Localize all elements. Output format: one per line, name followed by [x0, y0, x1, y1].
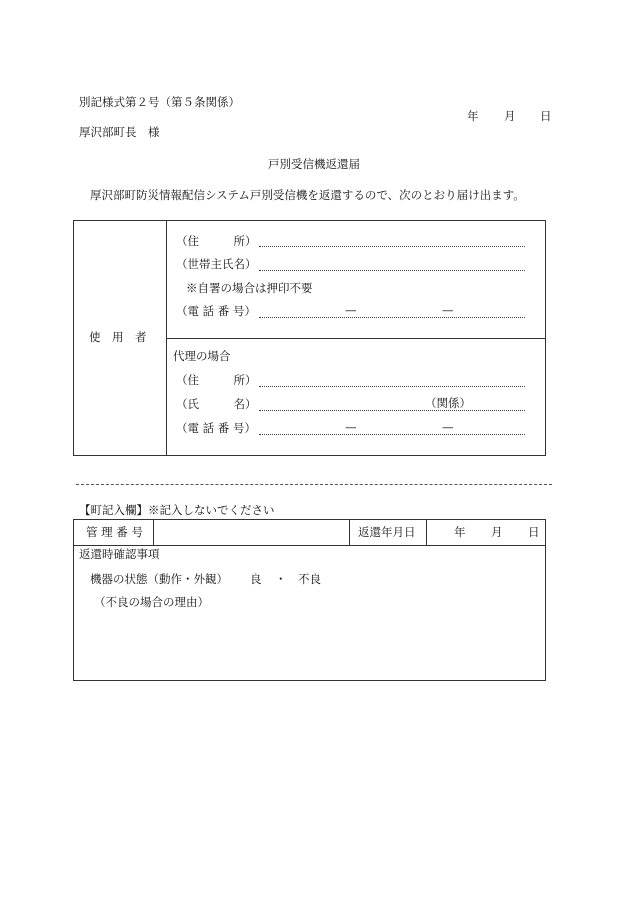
address-line[interactable] — [259, 246, 525, 247]
return-date-month: 月 — [491, 525, 503, 539]
user-label: 使 用 者 — [89, 330, 147, 344]
relation-label: （関係） — [425, 396, 471, 410]
header-date-day: 日 — [540, 109, 552, 123]
bad-reason-label: （不良の場合の理由） — [94, 595, 209, 609]
proxy-phone-sep-2: — — [442, 420, 454, 434]
addressee: 厚沢部町長 様 — [79, 125, 160, 139]
town-col-3 — [426, 519, 427, 545]
return-date-day: 日 — [528, 525, 540, 539]
proxy-phone-line[interactable] — [259, 434, 525, 435]
seal-note: ※自署の場合は押印不要 — [186, 281, 313, 295]
proxy-name-label: （氏 名） — [176, 397, 257, 411]
household-label: （世帯主氏名） — [176, 257, 257, 271]
address-label: （住 所） — [176, 234, 257, 248]
mgmt-no-label: 管 理 番 号 — [86, 525, 143, 539]
proxy-phone-label: （電 話 番 号） — [176, 421, 256, 435]
proxy-address-line[interactable] — [259, 386, 525, 387]
phone-line[interactable] — [259, 317, 525, 318]
proxy-heading: 代理の場合 — [173, 349, 231, 363]
condition-label: 機器の状態（動作・外観） — [90, 572, 228, 586]
form-number: 別記様式第２号（第５条関係） — [79, 95, 240, 109]
town-heading: 【町記入欄】※記入しないでください — [79, 503, 275, 517]
phone-sep-1: — — [345, 303, 357, 317]
intro-text: 厚沢部町防災情報配信システム戸別受信機を返還するので、次のとおり届け出ます。 — [90, 188, 525, 202]
confirm-heading: 返還時確認事項 — [79, 547, 160, 561]
condition-good: 良 — [250, 572, 262, 586]
town-col-1 — [153, 519, 154, 545]
return-date-year: 年 — [454, 525, 466, 539]
proxy-divider — [166, 338, 546, 339]
return-date-label: 返還年月日 — [358, 525, 416, 539]
town-col-2 — [349, 519, 350, 545]
town-row-divider — [73, 545, 546, 546]
proxy-address-label: （住 所） — [176, 373, 257, 387]
household-line[interactable] — [259, 270, 525, 271]
cut-line — [76, 484, 552, 485]
header-date-year: 年 — [467, 109, 479, 123]
form-title: 戸別受信機返還届 — [268, 157, 360, 171]
proxy-name-line[interactable] — [259, 410, 525, 411]
phone-sep-2: — — [442, 303, 454, 317]
header-date-month: 月 — [504, 109, 516, 123]
proxy-phone-sep-1: — — [345, 420, 357, 434]
condition-bullet: ・ — [275, 572, 287, 586]
condition-bad: 不良 — [298, 572, 321, 586]
phone-label: （電 話 番 号） — [176, 304, 256, 318]
